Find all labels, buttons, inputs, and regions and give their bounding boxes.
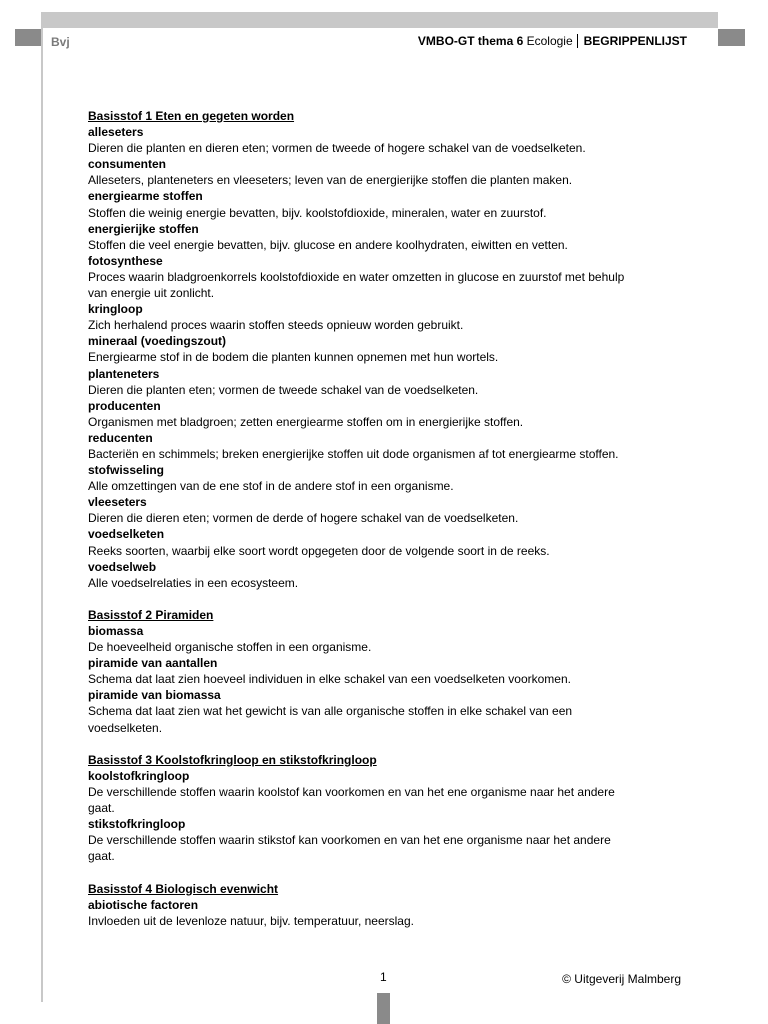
publisher-copyright: © Uitgeverij Malmberg [562,972,681,986]
bottom-center-tab [377,993,390,1024]
glossary-section [88,607,688,736]
term-definition-line: Zich herhalend proces waarin stoffen steeds opnieuw worden gebruikt. [88,318,464,333]
glossary-term: biomassa [88,624,144,638]
term-definition-line: gaat. [88,801,115,816]
section-title: Basisstof 4 Biologisch evenwicht [88,881,279,896]
header-subject: Bvj [51,35,70,49]
section-spacer [88,864,688,880]
glossary-term: energierijke stoffen [88,221,199,236]
term-definition-line: De verschillende stoffen waarin koolstof kan voorkomen en van het ene organisme naar het andere [88,784,615,799]
header-doc-type: BEGRIPPENLIJST [583,34,687,48]
term-definition-line: Dieren die dieren eten; vormen de derde of hogere schakel van de voedselketen. [88,511,519,526]
section-title: Basisstof 1 Eten en gegeten worden [88,109,295,123]
glossary-term: mineraal (voedingszout) [88,334,227,349]
glossary-term: fotosynthese [88,253,163,268]
glossary-term: consumenten [88,157,167,172]
top-border-bar [41,12,718,28]
term-definition-line: Proces waarin bladgroenkorrels koolstofdioxide en water omzetten in glucose en zuurstof met behulp [88,269,625,284]
section-title: Basisstof 3 Koolstofkringloop en stikstofkringloop [88,752,377,767]
glossary-term: reducenten [88,430,153,445]
term-definition-line: Stoffen die weinig energie bevatten, bijv. koolstofdioxide, mineralen, water en zuurstof. [88,205,547,220]
section-title: Basisstof 2 Piramiden [88,607,214,622]
term-definition-line: De verschillende stoffen waarin stikstof kan voorkomen en van het ene organisme naar het andere [88,833,611,848]
term-definition-line: Stoffen die veel energie bevatten, bijv. glucose en andere koolhydraten, eiwitten en vetten. [88,237,568,252]
glossary-section [88,108,688,591]
page-number: 1 [380,970,387,984]
term-definition-line: Dieren die planten en dieren eten; vormen de tweede of hogere schakel van de voedselketen. [88,141,586,156]
glossary-content [88,108,688,929]
right-corner-tab [718,29,745,46]
header-title [418,34,687,48]
section-spacer [88,736,688,752]
term-definition-line: Dieren die planten eten; vormen de tweede schakel van de voedselketen. [88,382,479,397]
glossary-term: koolstofkringloop [88,768,190,783]
term-definition-line: Invloeden uit de levenloze natuur, bijv. temperatuur, neerslag. [88,913,414,928]
left-margin-rule [41,28,43,1002]
glossary-term: energiearme stoffen [88,189,203,204]
term-definition-line: De hoeveelheid organische stoffen in een organisme. [88,640,372,655]
glossary-term: piramide van aantallen [88,656,218,671]
glossary-term: vleeseters [88,495,147,510]
term-definition-line: gaat. [88,849,115,864]
glossary-term: voedselweb [88,559,157,574]
term-definition-line: Schema dat laat zien hoeveel individuen in elke schakel van een voedselketen voorkomen. [88,672,571,687]
glossary-term: abiotische factoren [88,897,199,912]
left-corner-tab [15,29,41,46]
term-definition-line: Alle omzettingen van de ene stof in de andere stof in een organisme. [88,479,454,494]
header-separator [577,34,578,48]
term-definition-line: Energiearme stof in de bodem die planten kunnen opnemen met hun wortels. [88,350,499,365]
glossary-term: piramide van biomassa [88,688,221,703]
term-definition-line: Organismen met bladgroen; zetten energiearme stoffen om in energierijke stoffen. [88,414,524,429]
term-definition-line: Alle voedselrelaties in een ecosysteem. [88,575,299,590]
term-definition-line: van energie uit zonlicht. [88,286,215,301]
glossary-term: kringloop [88,302,143,317]
header-topic: Ecologie [526,34,573,48]
glossary-term: voedselketen [88,527,165,542]
glossary-section [88,752,688,865]
term-definition-line: Schema dat laat zien wat het gewicht is van alle organische stoffen in elke schakel van een [88,704,573,719]
glossary-term: alleseters [88,125,144,140]
term-definition-line: Reeks soorten, waarbij elke soort wordt opgegeten door de volgende soort in de reeks. [88,543,550,558]
glossary-section [88,881,688,929]
glossary-term: planteneters [88,366,160,381]
glossary-term: stofwisseling [88,463,165,478]
header-series: VMBO-GT thema 6 [417,34,524,48]
glossary-term: stikstofkringloop [88,817,186,832]
glossary-term: producenten [88,398,161,413]
section-spacer [88,591,688,607]
term-definition-line: Alleseters, planteneters en vleeseters; leven van de energierijke stoffen die planten maken. [88,173,573,188]
term-definition-line: voedselketen. [88,720,163,735]
term-definition-line: Bacteriën en schimmels; breken energierijke stoffen uit dode organismen af tot energiearme stoffen. [88,446,619,461]
